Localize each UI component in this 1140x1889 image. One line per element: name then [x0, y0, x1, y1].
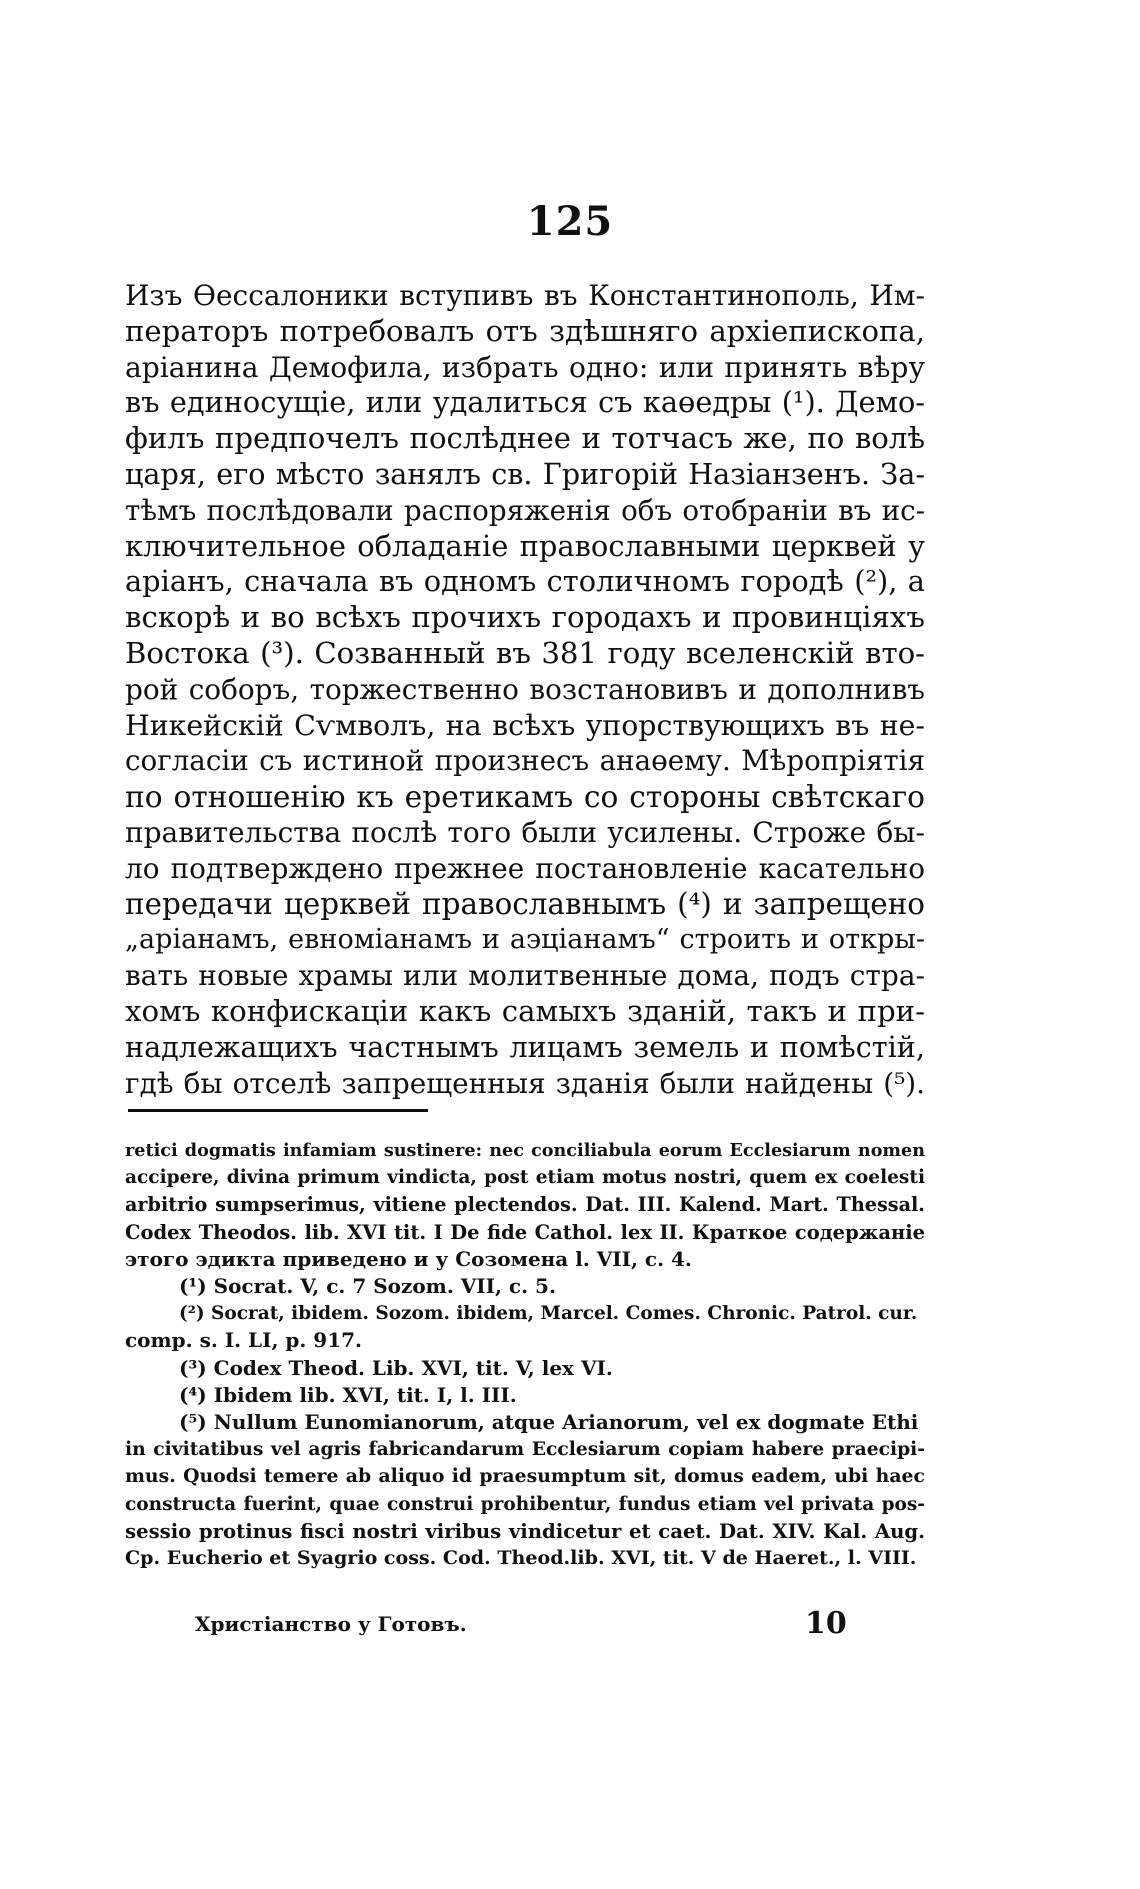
text-line: царя, его мѣсто занялъ св. Григорій Назіанзенъ. За- — [125, 456, 925, 491]
footnote-continuation-line: arbitrio sumpserimus, vitiene plectendos. Dat. III. Kalend. Mart. Thessal. — [125, 1193, 925, 1217]
footnotes-block — [125, 1137, 925, 1572]
text-line: ло подтверждено прежнее постановленіе касательно — [125, 851, 925, 885]
footnote-continuation-line: accipere, divina primum vindicta, post etiam motus nostri, quem ex coelesti — [125, 1167, 925, 1189]
printer-signature: Христіанство у Готовъ. — [195, 1612, 467, 1636]
text-line: рой соборъ, торжественно возстановивъ и дополнивъ — [125, 672, 925, 706]
text-line: филъ предпочелъ послѣднее и тотчасъ же, по волѣ — [125, 421, 925, 456]
sheet-number: 10 — [805, 1606, 847, 1641]
footnote-continuation-line: этого эдикта приведено и у Созомена l. VII, с. 4. — [125, 1246, 692, 1271]
footnote-5-line: in civitatibus vel agris fabricandarum Ecclesiarum copiam habere praecipi- — [125, 1438, 925, 1461]
footnote-2-continuation: comp. s. I. LI, p. 917. — [125, 1328, 363, 1353]
text-line: по отношенію къ еретикамъ со стороны свѣтскаго — [125, 779, 925, 815]
footnote-continuation-line: retici dogmatis infamiam sustinere: nec conciliabula eorum Ecclesiarum nomen — [125, 1140, 925, 1161]
footnote-5-line: mus. Quodsi temere ab aliquo id praesumptum sit, domus eadem, ubi haec — [125, 1465, 925, 1488]
text-line: въ единосущіе, или удалиться съ каөедры (¹). Демо- — [125, 385, 925, 420]
text-line: вскорѣ и во всѣхъ прочихъ городахъ и провинціяхъ — [125, 600, 925, 635]
page-number: 125 — [526, 198, 614, 245]
footnote-2: (²) Socrat, ibidem. Sozom. ibidem, Marcel. Comes. Chronic. Patrol. cur. — [179, 1303, 918, 1325]
text-line: хомъ конфискаціи какъ самыхъ зданій, такъ и при- — [125, 993, 925, 1028]
text-line: аріанина Демофила, избрать одно: или принять вѣру — [125, 350, 925, 384]
footnote-separator — [128, 1109, 428, 1112]
footnote-5-line: sessio protinus fisci nostri viribus vindicetur et caet. Dat. XIV. Kal. Aug. — [125, 1519, 925, 1543]
text-line: согласіи съ истиной произнесъ анаөему. Мѣропріятія — [125, 744, 925, 778]
text-line: передачи церквей православнымъ (⁴) и запрещено — [125, 886, 925, 921]
page-footer — [195, 1606, 895, 1648]
footnote-continuation-line: Codex Theodos. lib. XVI tit. I De fide Cathol. lex II. Краткое содержаніе — [125, 1220, 925, 1244]
main-text-block — [125, 278, 925, 1101]
text-line: ключительное обладаніе православными церквей у — [125, 528, 925, 563]
footnote-1: (¹) Socrat. V, c. 7 Sozom. VII, c. 5. — [179, 1274, 556, 1299]
text-line: правительства послѣ того были усилены. Строже бы- — [125, 815, 925, 849]
footnote-5-line: Cp. Eucherio et Syagrio coss. Cod. Theod.lib. XVI, tit. V de Haeret., l. VIII. — [125, 1547, 917, 1570]
text-line: надлежащихъ частнымъ лицамъ земель и помѣстій, — [125, 1029, 925, 1064]
text-line: аріанъ, сначала въ одномъ столичномъ городѣ (²), а — [125, 564, 925, 599]
text-line: Никейскій Сѵмволъ, на всѣхъ упорствующихъ въ не- — [125, 708, 925, 742]
footnote-5: (⁵) Nullum Eunomianorum, atque Arianorum, vel ex dogmate Ethi — [179, 1410, 919, 1435]
text-line: тѣмъ послѣдовали распоряженія объ отобраніи въ ис- — [125, 493, 925, 527]
footnote-5-line: constructa fuerint, quae construi prohibentur, fundus etiam vel privata pos- — [125, 1493, 925, 1515]
text-line: гдѣ бы отселѣ запрещенныя зданія были найдены (⁵). — [125, 1066, 925, 1100]
text-line: Востока (³). Созванный въ 381 году вселенскій вто- — [125, 635, 925, 670]
text-line: „аріанамъ, евноміанамъ и аэціанамъ“ строить и откры- — [125, 924, 925, 956]
text-line: ператоръ потребовалъ отъ здѣшняго архіепископа, — [125, 313, 925, 348]
footnote-4: (⁴) Ibidem lib. XVI, tit. I, l. III. — [179, 1382, 517, 1407]
text-line: вать новые храмы или молитвенные дома, подъ стра- — [125, 959, 925, 993]
text-line: Изъ Өессалоники вступивъ въ Константинополь, Им- — [125, 279, 925, 312]
footnote-3: (³) Codex Theod. Lib. XVI, tit. V, lex VI. — [179, 1355, 613, 1380]
